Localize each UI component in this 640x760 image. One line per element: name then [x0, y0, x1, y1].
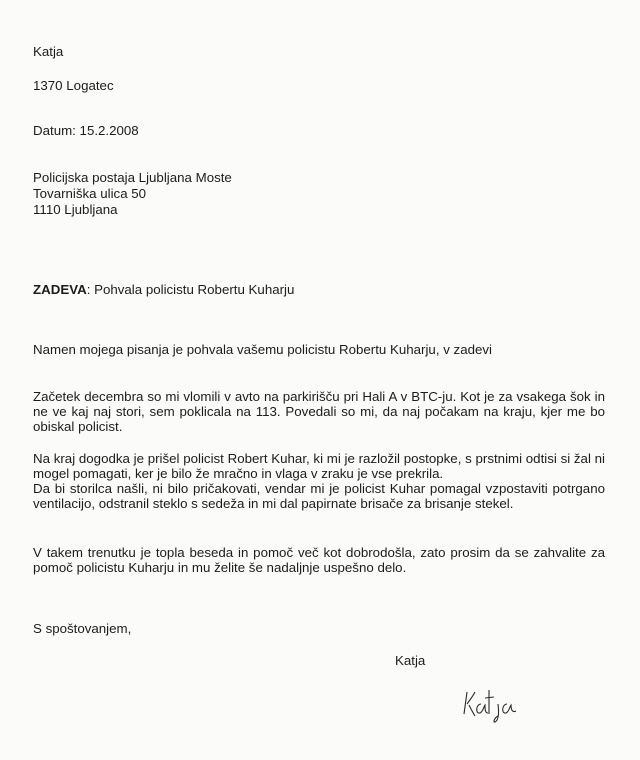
intro-paragraph: Namen mojega pisanja je pohvala vašemu policistu Robertu Kuharju, v zadevi: [33, 342, 492, 357]
recipient-line-1: Policijska postaja Ljubljana Moste: [33, 170, 232, 185]
handwritten-signature: [458, 684, 522, 724]
signature-name: Katja: [395, 653, 426, 668]
subject-text: : Pohvala policistu Robertu Kuharju: [86, 282, 295, 297]
recipient-line-2: Tovarniška ulica 50: [33, 186, 147, 201]
sender-city: 1370 Logatec: [33, 78, 114, 93]
recipient-line-3: 1110 Ljubljana: [33, 202, 118, 217]
subject-line: [33, 282, 294, 297]
letter-date: Datum: 15.2.2008: [33, 123, 139, 138]
closing: S spoštovanjem,: [33, 621, 132, 636]
body-paragraph-2b: Da bi storilca našli, ni bilo pričakovati, vendar mi je policist Kuhar pomagal vzpostaviti potrgano ventilacijo, odstranil steklo s sedeža in mi dal papirnate brisače za brisanje stekel.: [33, 481, 605, 512]
body-paragraph-2a: Na kraj dogodka je prišel policist Robert Kuhar, ki mi je razložil postopke, s prstnimi odtisi si žal ni mogel pomagati, ker je bilo že mračno in vlaga v zraku je vse prekrila.: [33, 451, 605, 482]
body-paragraph-1: Začetek decembra so mi vlomili v avto na parkirišču pri Hali A v BTC-ju. Kot je za vsakega šok in ne ve kaj naj stori, sem poklicala na 113. Povedali so mi, da naj počakam na kraju, kjer me bo obiskal policist.: [33, 389, 605, 435]
subject-label: ZADEVA: [33, 282, 87, 297]
sender-name: Katja: [33, 44, 64, 59]
body-paragraph-3: V takem trenutku je topla beseda in pomoč več kot dobrodošla, zato prosim da se zahvalite za pomoč policistu Kuharju in mu želite še nadaljnje uspešno delo.: [33, 545, 605, 576]
